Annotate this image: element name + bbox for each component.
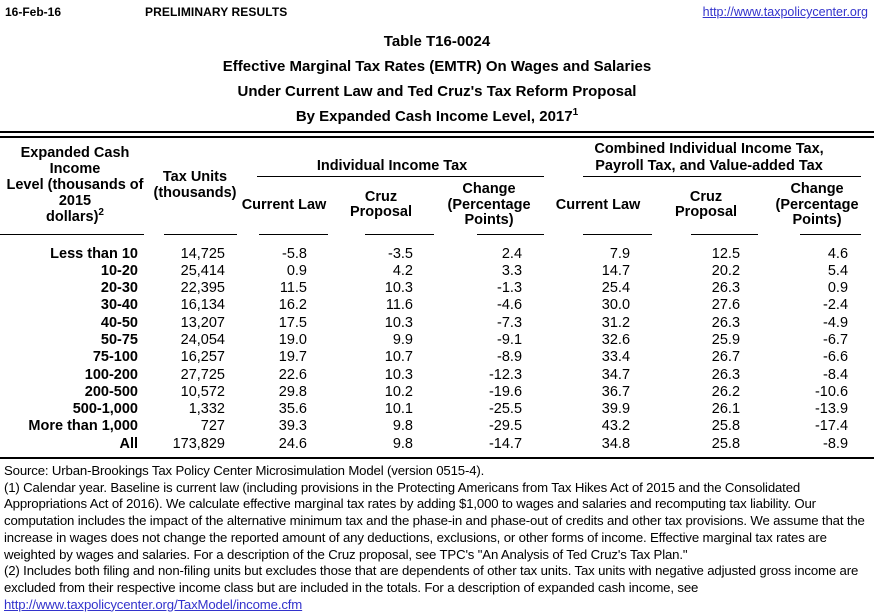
cell-combined-change: -2.4 bbox=[823, 297, 849, 314]
cell-iit-change: -8.9 bbox=[497, 349, 523, 366]
subheader-combined-change: Change (Percentage Points) bbox=[775, 181, 859, 228]
cell-iit-current-law: 19.7 bbox=[278, 349, 307, 366]
cell-combined-current-law: 43.2 bbox=[601, 418, 631, 435]
cell-iit-cruz-proposal: 4.2 bbox=[392, 262, 413, 279]
cell-tax-units: 13,207 bbox=[180, 314, 225, 331]
cell-combined-change: -6.7 bbox=[823, 331, 849, 348]
cell-iit-current-law: 39.3 bbox=[278, 418, 307, 435]
cell-combined-cruz-proposal: 27.6 bbox=[711, 297, 741, 314]
subheader-iit-cruz-proposal: Cruz Proposal bbox=[349, 188, 413, 221]
cell-combined-change: 4.6 bbox=[827, 245, 849, 262]
table-top-double-rule bbox=[0, 131, 874, 138]
cell-tax-units: 727 bbox=[200, 418, 225, 435]
group-header-combined-tax: Combined Individual Income Tax, Payroll Tax, and Value-added Tax bbox=[594, 141, 824, 174]
cell-iit-change: 3.3 bbox=[501, 262, 523, 279]
table-row bbox=[0, 401, 874, 418]
table-row bbox=[0, 418, 874, 435]
cell-combined-change: 0.9 bbox=[827, 280, 849, 297]
row-label: 20-30 bbox=[100, 280, 138, 297]
cell-iit-change: -4.6 bbox=[497, 297, 523, 314]
row-label: 75-100 bbox=[92, 349, 138, 366]
cell-tax-units: 1,332 bbox=[188, 401, 225, 418]
cell-iit-change: 2.4 bbox=[501, 245, 523, 262]
source-note: Source: Urban-Brookings Tax Policy Center Microsimulation Model (version 0515-4). bbox=[4, 463, 485, 479]
row-label: 500-1,000 bbox=[72, 401, 138, 418]
row-label: 30-40 bbox=[100, 297, 138, 314]
cell-iit-cruz-proposal: -3.5 bbox=[388, 245, 413, 262]
row-label: 40-50 bbox=[100, 314, 138, 331]
cell-combined-cruz-proposal: 26.3 bbox=[711, 366, 741, 383]
cell-iit-change: -1.3 bbox=[497, 280, 523, 297]
cell-combined-current-law: 36.7 bbox=[601, 383, 631, 400]
subheader-iit-change: Change (Percentage Points) bbox=[447, 181, 531, 228]
cell-combined-current-law: 34.7 bbox=[601, 366, 631, 383]
cell-combined-current-law: 7.9 bbox=[609, 245, 631, 262]
cell-iit-change: -25.5 bbox=[488, 401, 523, 418]
cell-iit-cruz-proposal: 9.9 bbox=[392, 331, 413, 348]
cell-tax-units: 27,725 bbox=[180, 366, 225, 383]
table-row bbox=[0, 315, 874, 332]
cell-iit-cruz-proposal: 10.3 bbox=[384, 280, 413, 297]
cell-iit-current-law: 0.9 bbox=[286, 262, 307, 279]
cell-combined-change: -8.4 bbox=[823, 366, 849, 383]
cell-tax-units: 16,257 bbox=[180, 349, 225, 366]
cell-iit-change: -12.3 bbox=[488, 366, 523, 383]
cell-iit-change: -14.7 bbox=[488, 435, 523, 452]
col-header-income-level: Expanded Cash Income Level (thousands of 2015 dollars)$^2$ bbox=[6, 144, 144, 225]
title-line-4: By Expanded Cash Income Level, 2017$^1$ bbox=[295, 107, 579, 125]
subheader-combined-cruz-proposal: Cruz Proposal bbox=[675, 188, 738, 221]
footnotes bbox=[0, 459, 874, 613]
row-label: 10-20 bbox=[100, 262, 138, 279]
cell-combined-cruz-proposal: 25.9 bbox=[711, 331, 741, 348]
table-row bbox=[0, 297, 874, 314]
emtr-table bbox=[0, 138, 874, 453]
table-title-block bbox=[0, 29, 874, 129]
cell-tax-units: 14,725 bbox=[180, 245, 225, 262]
cell-iit-cruz-proposal: 10.3 bbox=[384, 366, 413, 383]
cell-iit-current-law: 19.0 bbox=[278, 331, 307, 348]
table-row bbox=[0, 367, 874, 384]
row-label: More than 1,000 bbox=[28, 418, 138, 435]
cell-tax-units: 173,829 bbox=[172, 435, 225, 452]
cell-iit-current-law: 24.6 bbox=[278, 435, 307, 452]
cell-iit-change: -7.3 bbox=[497, 314, 523, 331]
cell-iit-cruz-proposal: 10.3 bbox=[384, 314, 413, 331]
cell-tax-units: 16,134 bbox=[180, 297, 225, 314]
table-body bbox=[0, 238, 874, 454]
cell-combined-cruz-proposal: 20.2 bbox=[711, 262, 741, 279]
cell-combined-change: -13.9 bbox=[814, 401, 849, 418]
cell-iit-cruz-proposal: 10.1 bbox=[384, 401, 413, 418]
cell-tax-units: 10,572 bbox=[180, 383, 225, 400]
page-top-bar bbox=[0, 0, 874, 19]
table-row bbox=[0, 384, 874, 401]
footnote-marker-1: 1 bbox=[572, 107, 579, 118]
table-header bbox=[0, 138, 874, 238]
cell-combined-change: -4.9 bbox=[823, 314, 849, 331]
table-row bbox=[0, 332, 874, 349]
cell-combined-change: -17.4 bbox=[814, 418, 849, 435]
row-label: All bbox=[119, 435, 138, 452]
taxpolicycenter-link[interactable]: http://www.taxpolicycenter.org bbox=[702, 5, 868, 19]
footnote-marker-2: 2 bbox=[98, 206, 104, 218]
cell-combined-current-law: 14.7 bbox=[601, 262, 631, 279]
table-row bbox=[0, 436, 874, 453]
row-label: Less than 10 bbox=[50, 245, 138, 262]
table-row bbox=[0, 349, 874, 366]
table-row bbox=[0, 238, 874, 263]
title-line-3: Under Current Law and Ted Cruz's Tax Reform Proposal bbox=[237, 83, 637, 100]
title-line-2: Effective Marginal Tax Rates (EMTR) On Wages and Salaries bbox=[222, 58, 652, 75]
cell-iit-cruz-proposal: 9.8 bbox=[392, 435, 413, 452]
table-number: Table T16-0024 bbox=[383, 33, 491, 50]
cell-iit-current-law: 22.6 bbox=[278, 366, 307, 383]
cell-combined-cruz-proposal: 12.5 bbox=[711, 245, 741, 262]
cell-combined-current-law: 30.0 bbox=[601, 297, 631, 314]
income-definition-link[interactable]: http://www.taxpolicycenter.org/TaxModel/income.cfm bbox=[4, 596, 303, 612]
cell-combined-current-law: 33.4 bbox=[601, 349, 631, 366]
cell-tax-units: 24,054 bbox=[180, 331, 225, 348]
row-label: 100-200 bbox=[84, 366, 138, 383]
report-date: 16-Feb-16 bbox=[5, 5, 62, 19]
table-row bbox=[0, 263, 874, 280]
cell-tax-units: 25,414 bbox=[180, 262, 225, 279]
cell-combined-current-law: 32.6 bbox=[601, 331, 631, 348]
cell-combined-cruz-proposal: 26.2 bbox=[711, 383, 741, 400]
preliminary-results-label: PRELIMINARY RESULTS bbox=[145, 5, 288, 19]
cell-combined-change: -10.6 bbox=[814, 383, 849, 400]
group-header-individual-income-tax: Individual Income Tax bbox=[316, 157, 468, 174]
footnote-1: (1) Calendar year. Baseline is current law (including provisions in the Protecting Americans from Tax Hikes Act of 2015 and the Consolidated Appropriations Act of 2016). We calculate effective marginal tax rates by adding $1,000 to wages and salaries and recomputing tax liability. Our computation includes the impact of the alternative minimum tax and the phase-in and phase-out of credits and other tax provisions. We assume that the increase in wages does not change the reported amount of any deductions, exclusions, or other forms of income. Effective marginal tax rates are weighted by wages and salaries. For a description of the Cruz proposal, see TPC's "An Analysis of Ted Cruz's Tax Plan." bbox=[4, 479, 865, 562]
table-row bbox=[0, 280, 874, 297]
cell-iit-current-law: 35.6 bbox=[278, 401, 307, 418]
cell-iit-cruz-proposal: 10.7 bbox=[384, 349, 413, 366]
cell-combined-current-law: 31.2 bbox=[601, 314, 631, 331]
subheader-iit-current-law: Current Law bbox=[241, 196, 327, 213]
footnote-link-line bbox=[4, 597, 870, 613]
cell-iit-current-law: -5.8 bbox=[282, 245, 307, 262]
cell-tax-units: 22,395 bbox=[180, 280, 225, 297]
cell-iit-current-law: 16.2 bbox=[278, 297, 307, 314]
row-label: 50-75 bbox=[100, 331, 138, 348]
cell-combined-cruz-proposal: 25.8 bbox=[711, 435, 741, 452]
cell-iit-cruz-proposal: 11.6 bbox=[385, 297, 413, 314]
cell-combined-current-law: 34.8 bbox=[601, 435, 631, 452]
cell-combined-cruz-proposal: 26.7 bbox=[711, 349, 741, 366]
cell-combined-current-law: 25.4 bbox=[601, 280, 631, 297]
cell-combined-change: -8.9 bbox=[823, 435, 849, 452]
cell-iit-cruz-proposal: 10.2 bbox=[384, 383, 413, 400]
cell-combined-cruz-proposal: 26.3 bbox=[711, 314, 741, 331]
cell-iit-cruz-proposal: 9.8 bbox=[392, 418, 413, 435]
cell-combined-cruz-proposal: 26.3 bbox=[711, 280, 741, 297]
cell-iit-current-law: 29.8 bbox=[278, 383, 307, 400]
cell-combined-change: 5.4 bbox=[827, 262, 849, 279]
cell-combined-current-law: 39.9 bbox=[601, 401, 631, 418]
subheader-combined-current-law: Current Law bbox=[555, 196, 641, 213]
cell-iit-change: -9.1 bbox=[497, 331, 523, 348]
footnote-2: (2) Includes both filing and non-filing units but excludes those that are dependents of other tax units. Tax units with negative adjusted gross income are excluded from their respective income class but are included in the totals. For a description of expanded cash income, see bbox=[4, 563, 859, 595]
cell-combined-change: -6.6 bbox=[823, 349, 849, 366]
cell-combined-cruz-proposal: 26.1 bbox=[711, 401, 741, 418]
cell-combined-cruz-proposal: 25.8 bbox=[711, 418, 741, 435]
cell-iit-current-law: 17.5 bbox=[278, 314, 307, 331]
cell-iit-change: -29.5 bbox=[488, 418, 523, 435]
col-header-tax-units: Tax Units (thousands) bbox=[153, 168, 237, 201]
row-label: 200-500 bbox=[84, 383, 138, 400]
cell-iit-current-law: 11.5 bbox=[279, 280, 307, 297]
cell-iit-change: -19.6 bbox=[488, 383, 523, 400]
